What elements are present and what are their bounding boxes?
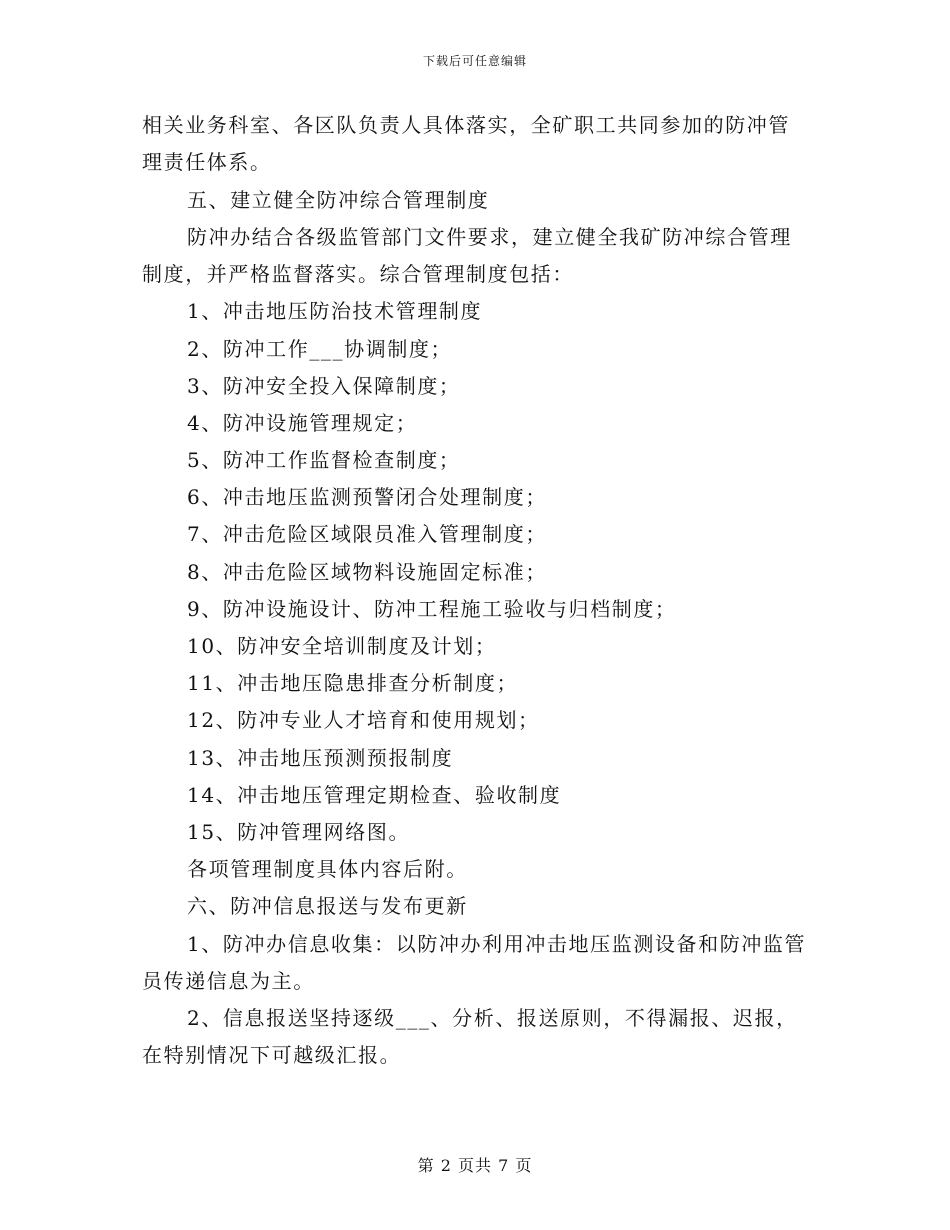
- list-item: 4、防冲设施管理规定；: [187, 411, 418, 435]
- page-header-note: 下载后可任意编辑: [422, 54, 527, 68]
- list-item: 12、防冲专业人才培育和使用规划；: [187, 708, 540, 732]
- body-line: 制度，并严格监督落实。综合管理制度包括：: [142, 262, 574, 286]
- list-item: 6、冲击地压监测预警闭合处理制度；: [187, 485, 547, 509]
- body-line: 1、防冲办信息收集：以防冲办利用冲击地压监测设备和防冲监管: [187, 932, 807, 956]
- section-heading: 五、建立健全防冲综合管理制度: [187, 188, 490, 212]
- list-item: 3、防冲安全投入保障制度；: [187, 374, 461, 398]
- list-item: 14、冲击地压管理定期检查、验收制度: [187, 783, 562, 807]
- list-item: 10、防冲安全培训制度及计划；: [187, 634, 497, 658]
- body-line: 防冲办结合各级监管部门文件要求，建立健全我矿防冲综合管理: [187, 225, 792, 249]
- body-line: 员传递信息为主。: [142, 969, 315, 993]
- section-heading: 六、防冲信息报送与发布更新: [187, 894, 468, 918]
- body-line: 在特别情况下可越级汇报。: [142, 1043, 402, 1067]
- list-item: 15、防冲管理网络图。: [187, 820, 411, 844]
- body-line: 各项管理制度具体内容后附。: [187, 857, 468, 881]
- list-item: 13、冲击地压预测预报制度: [187, 746, 454, 770]
- list-item: 1、冲击地压防治技术管理制度: [187, 299, 483, 323]
- list-item: 8、冲击危险区域物料设施固定标准；: [187, 560, 547, 584]
- list-item: 11、冲击地压隐患排查分析制度；: [187, 671, 519, 695]
- body-line: 理责任体系。: [142, 150, 272, 174]
- list-item: 9、防冲设施设计、防冲工程施工验收与归档制度；: [187, 597, 677, 621]
- list-item: 7、冲击危险区域限员准入管理制度；: [187, 522, 547, 546]
- body-line: 相关业务科室、各区队负责人具体落实，全矿职工共同参加的防冲管: [142, 113, 790, 137]
- body-line: 2、信息报送坚持逐级___、分析、报送原则，不得漏报、迟报，: [187, 1006, 798, 1030]
- list-item: 2、防冲工作___协调制度；: [187, 337, 453, 361]
- page-number: 第 2 页共 7 页: [417, 1156, 533, 1175]
- list-item: 5、防冲工作监督检查制度；: [187, 448, 461, 472]
